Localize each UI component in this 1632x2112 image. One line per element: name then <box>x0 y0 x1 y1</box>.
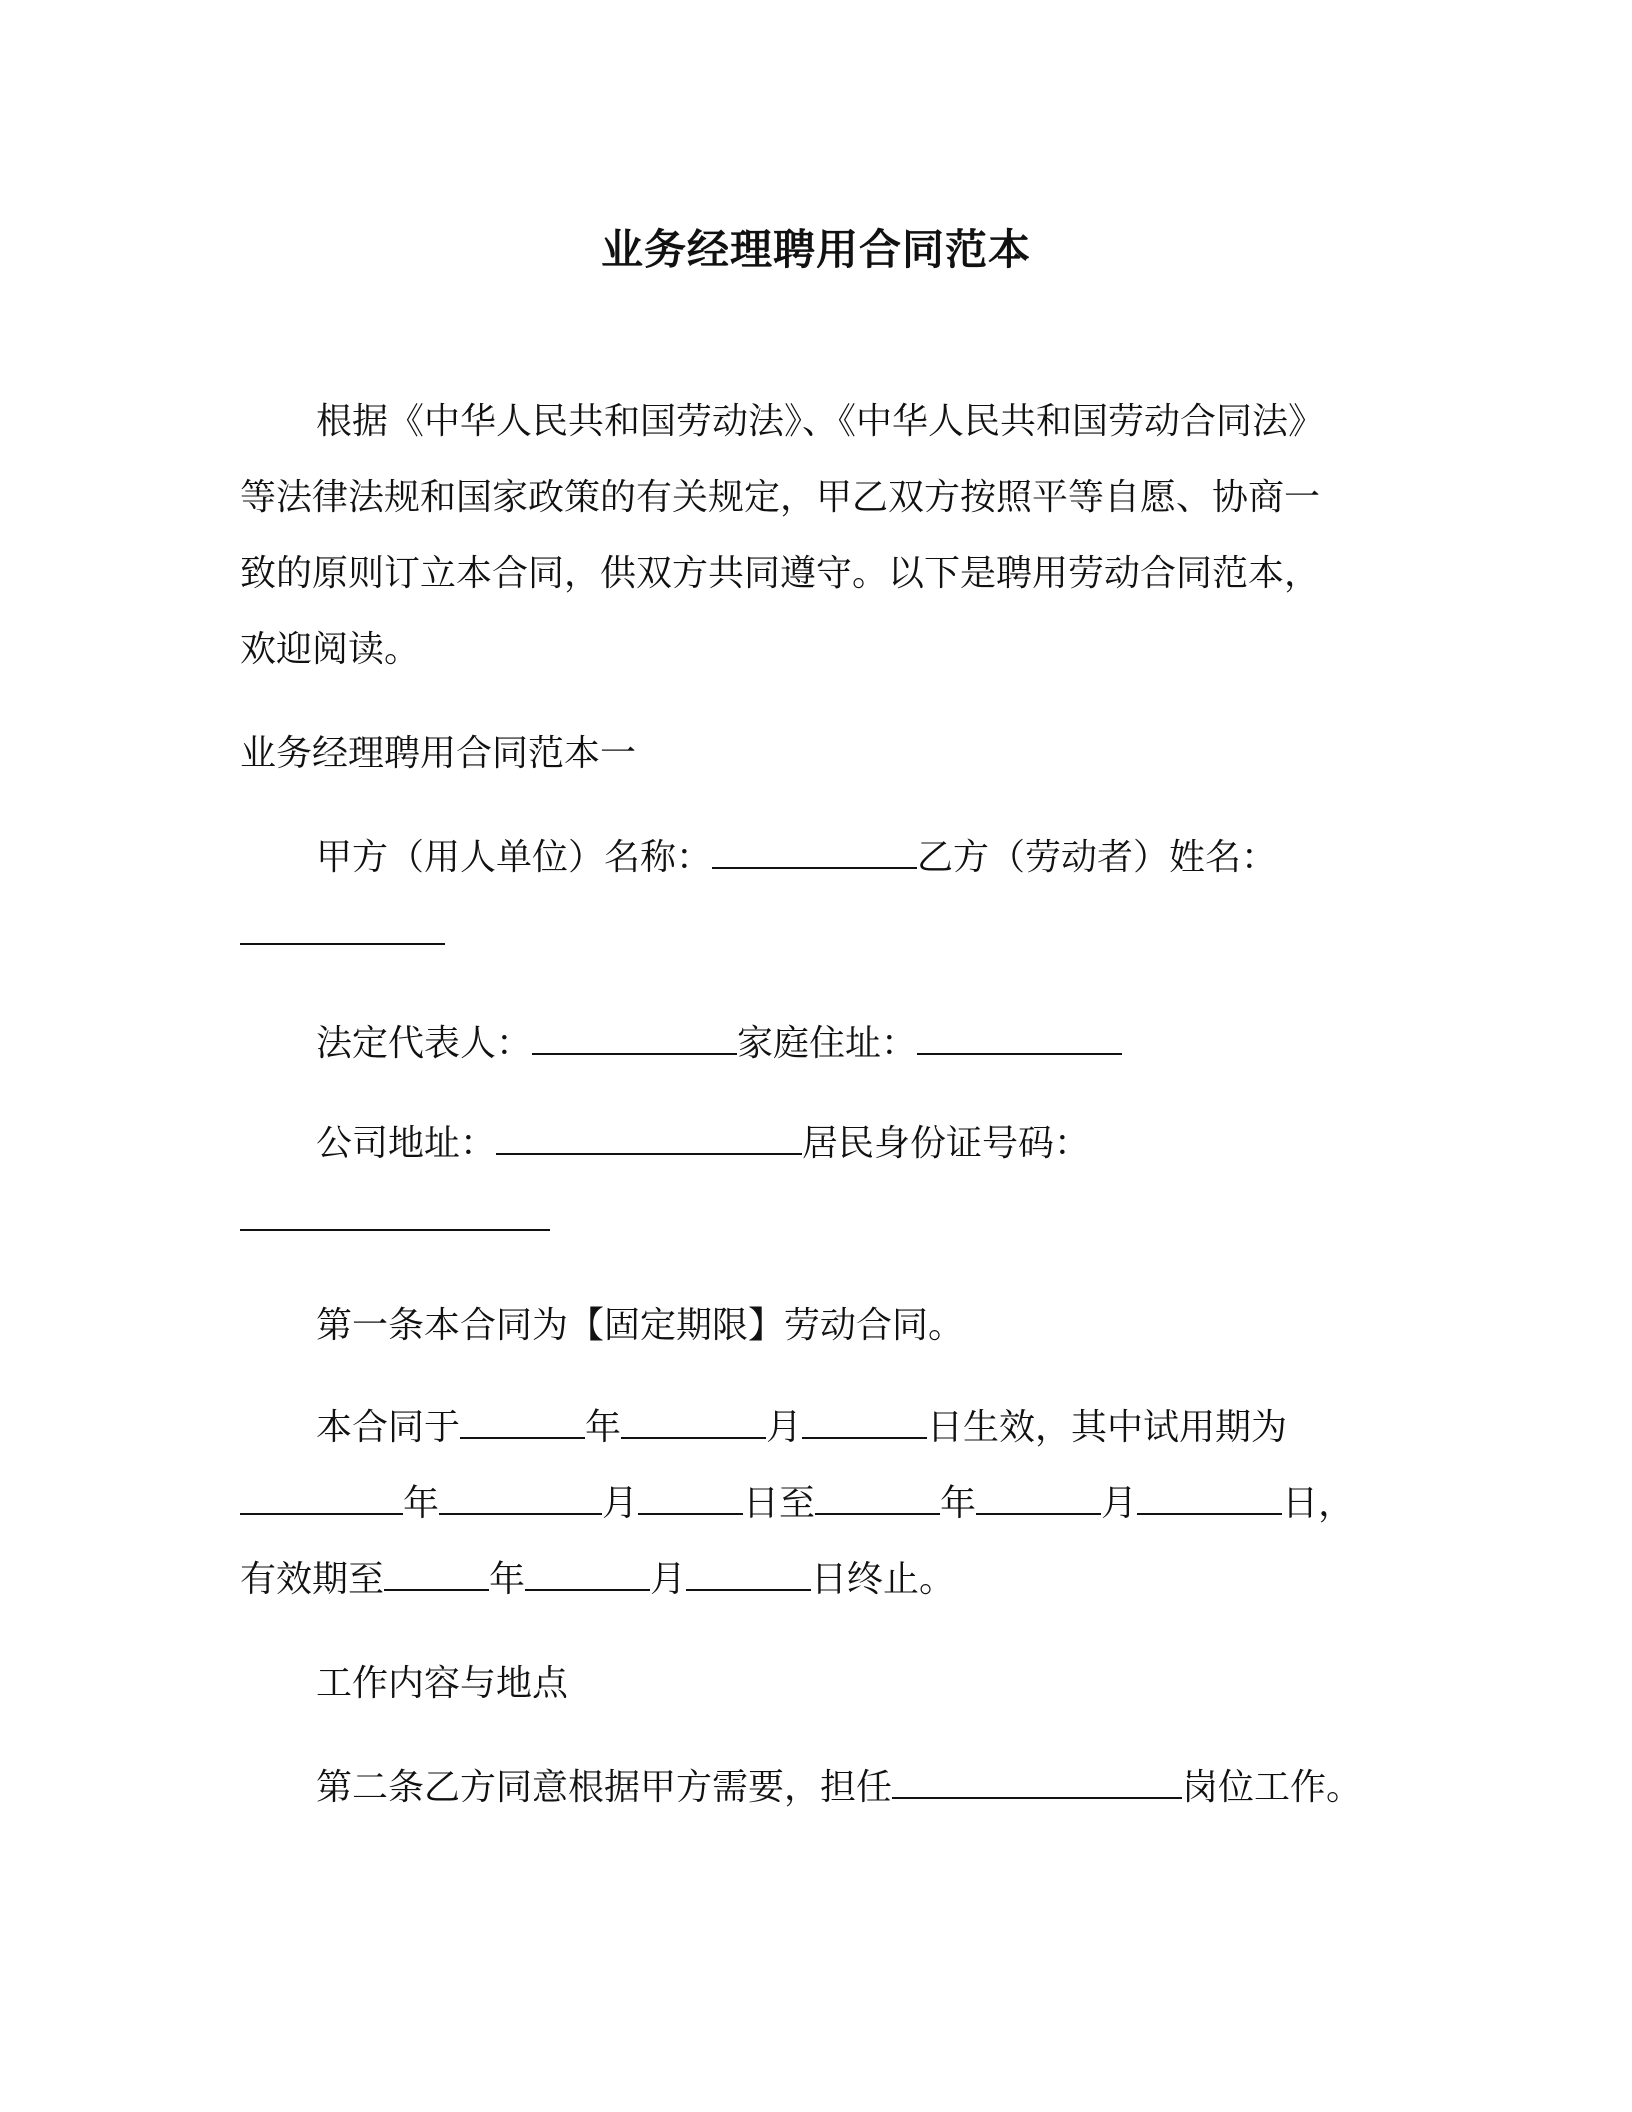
blank-probation-end-month <box>976 1483 1101 1515</box>
legal-rep-label: 法定代表人： <box>316 1023 533 1064</box>
blank-probation-start-month <box>439 1483 602 1515</box>
blank-year-effective <box>460 1407 585 1439</box>
intro-line-2: 等法律法规和国家政策的有关规定，甲乙双方按照平等自愿、协商一 <box>240 477 1321 518</box>
blank-probation-end-year <box>815 1483 940 1515</box>
intro-line-1: 根据《中华人民共和国劳动法》、《中华人民共和国劳动合同法》 <box>316 401 1325 442</box>
party-b-blank <box>240 913 445 945</box>
month-label: 月 <box>602 1483 639 1524</box>
party-a-label: 甲方（用人单位）名称： <box>316 837 713 878</box>
year-label: 年 <box>585 1407 622 1448</box>
year-label: 年 <box>489 1559 526 1600</box>
legal-rep-row <box>316 1020 1122 1068</box>
party-b-blank-row <box>240 910 445 958</box>
day-to-label: 日至 <box>743 1483 816 1524</box>
position-blank <box>892 1767 1182 1799</box>
term-row-1 <box>316 1404 1287 1452</box>
day-terminate-label: 日终止。 <box>811 1559 956 1600</box>
article-2-prefix: 第二条乙方同意根据甲方需要，担任 <box>316 1767 893 1808</box>
blank-probation-start-year <box>240 1483 403 1515</box>
blank-valid-day <box>686 1559 811 1591</box>
year-label: 年 <box>403 1483 440 1524</box>
party-b-label: 乙方（劳动者）姓名： <box>917 837 1278 878</box>
home-address-blank <box>917 1023 1122 1055</box>
legal-rep-blank <box>532 1023 737 1055</box>
effective-prefix: 本合同于 <box>316 1407 461 1448</box>
intro-line-4: 欢迎阅读。 <box>240 629 421 670</box>
blank-probation-start-day <box>638 1483 743 1515</box>
company-address-label: 公司地址： <box>316 1123 497 1164</box>
day-effective-label: 日生效，其中试用期为 <box>927 1407 1288 1448</box>
home-address-label: 家庭住址： <box>737 1023 918 1064</box>
blank-valid-year <box>384 1559 489 1591</box>
id-number-blank-row <box>240 1196 550 1244</box>
section-heading: 业务经理聘用合同范本一 <box>240 733 637 774</box>
blank-month-effective <box>621 1407 766 1439</box>
id-number-label: 居民身份证号码： <box>802 1123 1091 1164</box>
term-row-3 <box>240 1556 955 1604</box>
blank-day-effective <box>802 1407 927 1439</box>
blank-probation-end-day <box>1137 1483 1282 1515</box>
article-2 <box>316 1764 1362 1812</box>
article-1: 第一条本合同为【固定期限】劳动合同。 <box>316 1305 965 1346</box>
valid-prefix: 有效期至 <box>240 1559 385 1600</box>
day-end-label: 日， <box>1282 1483 1355 1524</box>
work-heading: 工作内容与地点 <box>316 1663 569 1704</box>
month-label: 月 <box>650 1559 687 1600</box>
month-label: 月 <box>1101 1483 1138 1524</box>
document-title: 业务经理聘用合同范本 <box>600 225 1031 274</box>
party-a-blank <box>712 837 917 869</box>
month-label: 月 <box>766 1407 803 1448</box>
intro-line-3: 致的原则订立本合同，供双方共同遵守。以下是聘用劳动合同范本， <box>240 553 1321 594</box>
blank-valid-month <box>525 1559 650 1591</box>
term-row-2 <box>240 1480 1354 1528</box>
party-row <box>316 834 1277 882</box>
year-label: 年 <box>940 1483 977 1524</box>
company-address-blank <box>496 1123 802 1155</box>
id-number-blank <box>240 1199 550 1231</box>
article-2-suffix: 岗位工作。 <box>1182 1767 1363 1808</box>
company-address-row <box>316 1120 1090 1168</box>
